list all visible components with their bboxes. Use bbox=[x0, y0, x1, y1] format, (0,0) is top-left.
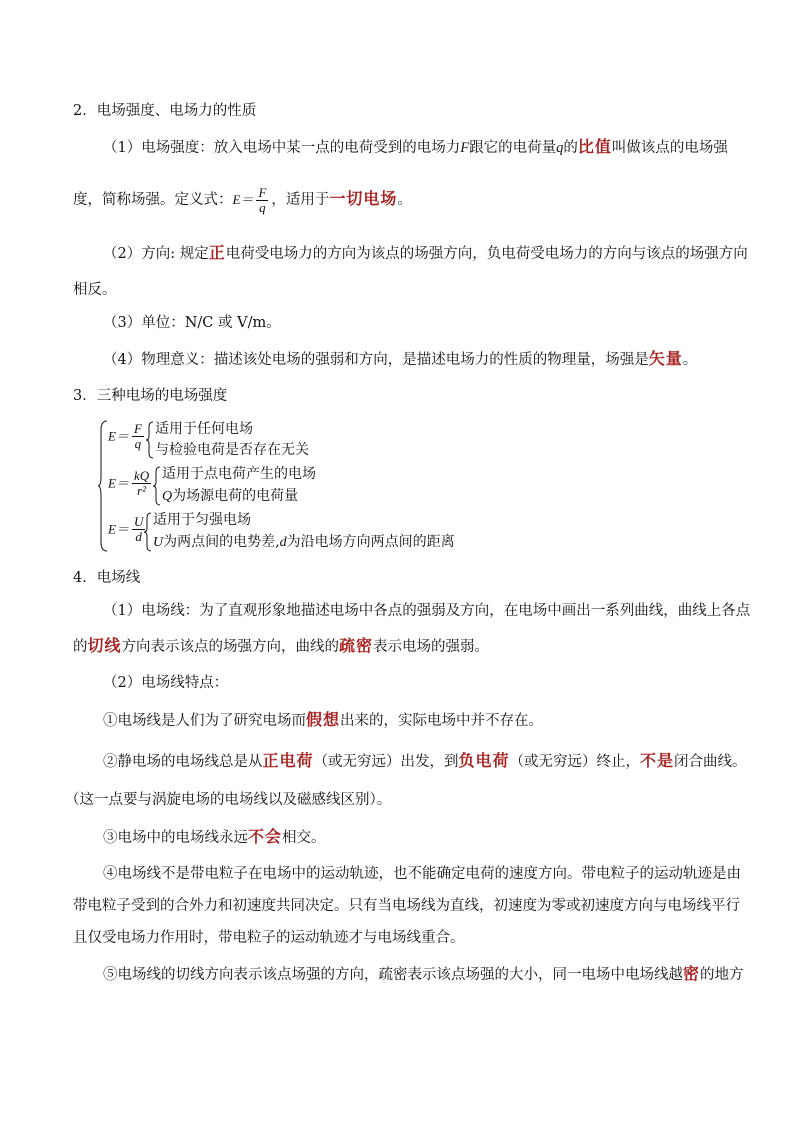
formula-uniform-field: E＝ $\frac{U}{d}$ bbox=[108, 514, 144, 544]
section-2-heading: 2．电场强度、电场力的性质 bbox=[73, 103, 257, 119]
sec4-p2: （2）电场线特点： bbox=[103, 675, 229, 691]
formula-general-note-2: 与检验电荷是否存在无关 bbox=[155, 442, 309, 458]
left-brace-icon bbox=[98, 420, 108, 552]
sec2-p1-line2: 度，简称场强。定义式：E＝ $\frac{F}{q}$ ，适用于一切电场。 bbox=[73, 184, 412, 215]
sec2-p4: （4）物理意义：描述该处电场的强弱和方向，是描述电场力的性质的物理量，场强是矢量。 bbox=[103, 349, 698, 368]
brace-icon bbox=[153, 466, 161, 506]
sec4-item-1: ①电场线是人们为了研究电场而假想出来的，实际电场中并不存在。 bbox=[103, 710, 544, 729]
formula-uniform-field-note-2: U为两点间的电势差,d为沿电场方向两点间的距离 bbox=[153, 534, 455, 550]
formula-point-charge: E＝ $\frac{kQ}{\text{r²}}$ bbox=[108, 468, 150, 498]
highlight-imaginary: 假想 bbox=[306, 710, 341, 729]
highlight-vector: 矢量 bbox=[648, 349, 683, 368]
formula-point-charge-note-2: Q为场源电荷的电荷量 bbox=[162, 488, 299, 504]
formula-general-note-1: 适用于任何电场 bbox=[155, 421, 253, 437]
section-4-heading: 4．电场线 bbox=[73, 570, 141, 586]
brace-icon bbox=[144, 512, 152, 552]
highlight-positive: 正 bbox=[208, 243, 226, 262]
highlight-negative-charge: 负电荷 bbox=[458, 751, 510, 770]
highlight-tangent: 切线 bbox=[87, 636, 122, 655]
sec4-p1-line1: （1）电场线：为了直观形象地描述电场中各点的强弱及方向，在电场中画出一系列曲线，曲线上各点 bbox=[103, 603, 751, 619]
sec2-p2-line2: 相反。 bbox=[73, 282, 117, 298]
highlight-density: 疏密 bbox=[339, 636, 374, 655]
sec4-item-4-line3: 且仅受电场力作用时，带电粒子的运动轨迹才与电场线重合。 bbox=[73, 930, 465, 946]
brace-icon bbox=[146, 421, 154, 459]
highlight-never: 不会 bbox=[248, 827, 283, 846]
highlight-ratio: 比值 bbox=[577, 137, 612, 156]
highlight-all-fields: 一切电场 bbox=[329, 189, 398, 208]
formula-general: E＝ $\frac{F}{q}$ bbox=[108, 421, 142, 451]
sec2-p3: （3）单位：N/C 或 V/m。 bbox=[103, 315, 281, 331]
sec4-p1-line2: 的切线方向表示该点的场强方向，曲线的疏密表示电场的强弱。 bbox=[73, 636, 490, 655]
formula-uniform-field-note-1: 适用于匀强电场 bbox=[153, 512, 251, 528]
highlight-dense: 密 bbox=[683, 964, 701, 983]
section-3-heading: 3．三种电场的电场强度 bbox=[73, 388, 228, 404]
sec4-item-4-line2: 带电粒子受到的合外力和初速度共同决定。只有当电场线为直线，初速度为零或初速度方向与电场线平行 bbox=[73, 898, 740, 914]
sec4-item-2-line2: （这一点要与涡旋电场的电场线以及磁感线区别）。 bbox=[65, 792, 392, 808]
definition-fraction: $\frac{F}{q}$ bbox=[258, 184, 267, 215]
sec4-item-3: ③电场中的电场线永远不会相交。 bbox=[103, 827, 326, 846]
highlight-positive-charge: 正电荷 bbox=[262, 751, 314, 770]
sec4-item-4-line1: ④电场线不是带电粒子在电场中的运动轨迹，也不能确定电荷的速度方向。带电粒子的运动轨迹是由 bbox=[103, 866, 741, 882]
sec4-item-5-line1: ⑤电场线的切线方向表示该点场强的方向，疏密表示该点场强的大小，同一电场中电场线越密的地方 bbox=[103, 964, 744, 983]
highlight-not: 不是 bbox=[640, 751, 675, 770]
sec2-p1-line1: （1）电场强度：放入电场中某一点的电荷受到的电场力F跟它的电荷量q的比值叫做该点的电场强 bbox=[103, 137, 728, 156]
sec4-item-2-line1: ②静电场的电场线总是从正电荷（或无穷远）出发，到负电荷（或无穷远）终止，不是闭合曲线。 bbox=[103, 751, 747, 770]
sec2-p2-line1: （2）方向: 规定正电荷受电场力的方向为该点的场强方向，负电荷受电场力的方向与该点的场强方向 bbox=[103, 243, 748, 262]
formula-point-charge-note-1: 适用于点电荷产生的电场 bbox=[162, 466, 316, 482]
